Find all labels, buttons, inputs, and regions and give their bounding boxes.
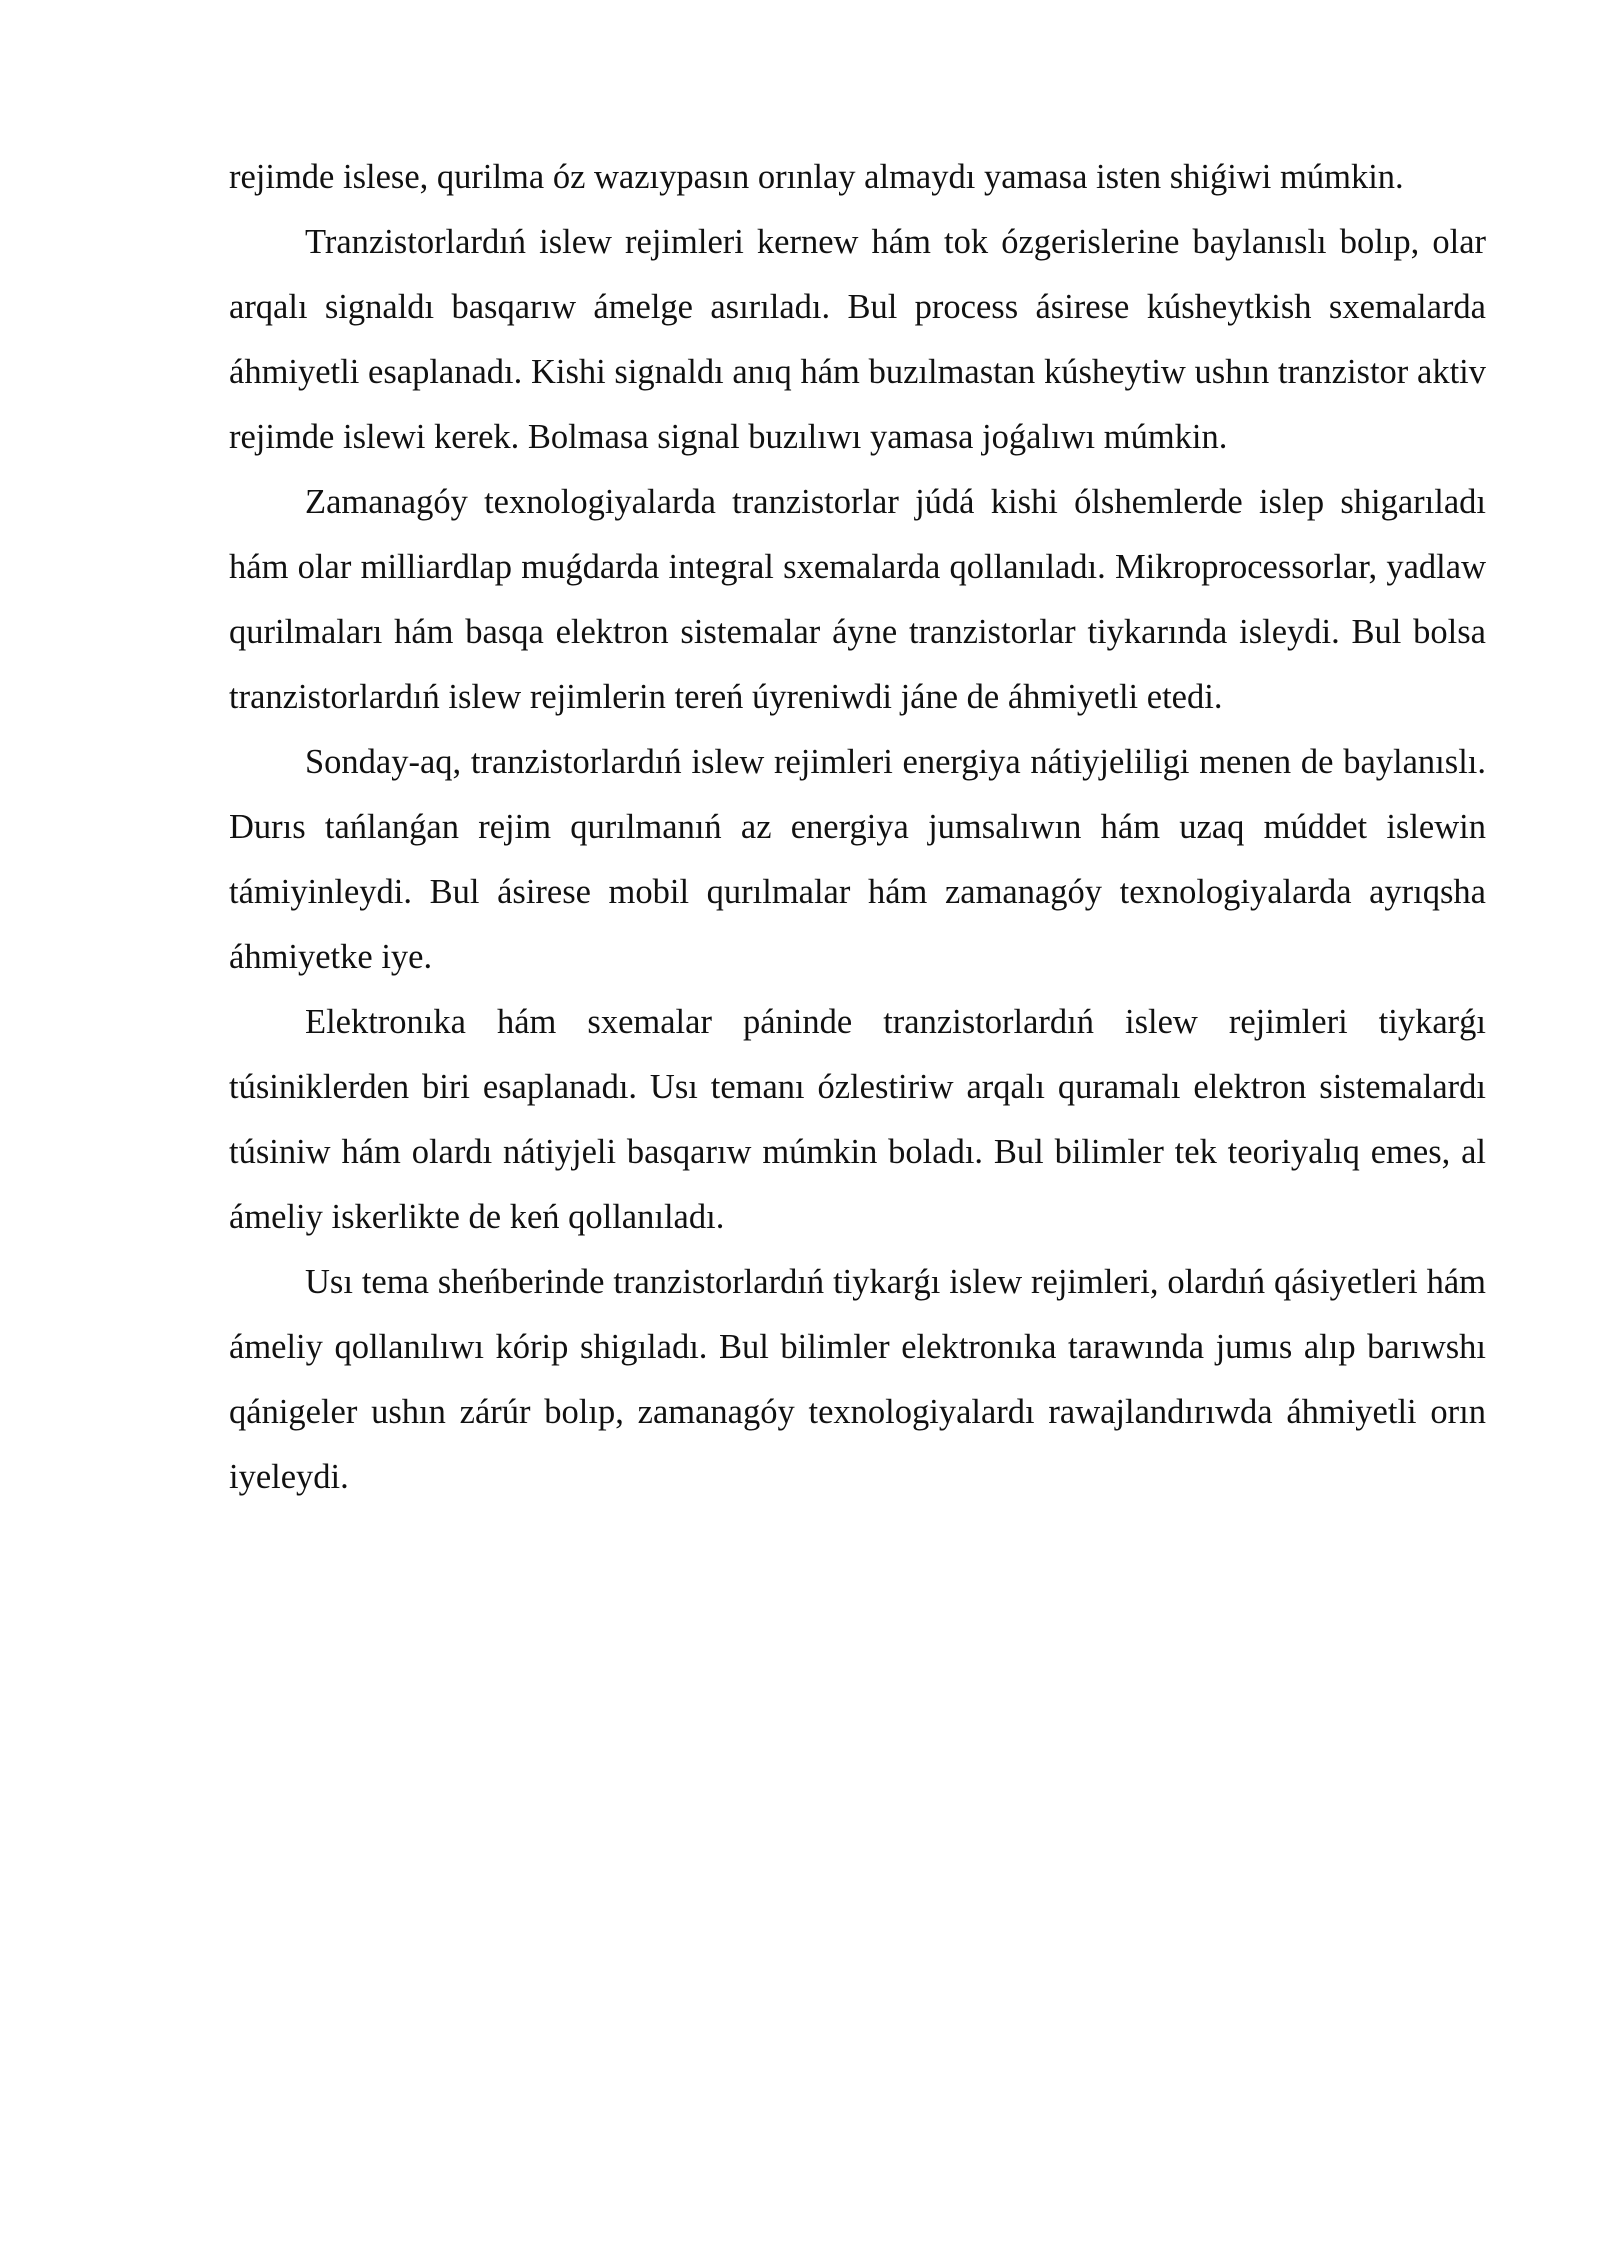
paragraph: Zamanagóy texnologiyalarda tranzistorlar júdá kishi ólshemlerde islep shigarıladı hám olar milliardlap muǵdarda integral sxemalarda qollanıladı. Mikroprocessorlar, yadlaw qurilmaları hám basqa elektron sistemalar áyne tranzistorlar tiykarında isleydi. Bul bolsa tranzistorlardıń islew rejimlerin tereń úyreniwdi jáne de áhmiyetli etedi. [229,483,1486,716]
paragraph-continuation: rejimde islese, qurilma óz wazıypasın orınlay almaydı yamasa isten shiǵiwi múmkin. [229,158,1404,196]
body-text [229,145,1486,1510]
paragraph: Tranzistorlardıń islew rejimleri kernew hám tok ózgerislerine baylanıslı bolıp, olar arqalı signaldı basqarıw ámelge asırıladı. Bul process ásirese kúsheytkish sxemalarda áhmiyetli esaplanadı. Kishi signaldı anıq hám buzılmastan kúsheytiw ushın tranzistor aktiv rejimde islewi kerek. Bolmasa signal buzılıwı yamasa joǵalıwı múmkin. [229,223,1486,456]
paragraph: Sonday-aq, tranzistorlardıń islew rejimleri energiya nátiyjeliligi menen de baylanıslı. Durıs tańlanǵan rejim qurılmanıń az energiya jumsalıwın hám uzaq múddet islewin támiyinleydi. Bul ásirese mobil qurılmalar hám zamanagóy texnologiyalarda ayrıqsha áhmiyetke iye. [229,743,1486,976]
paragraph: Usı tema sheńberinde tranzistorlardıń tiykarǵı islew rejimleri, olardıń qásiyetleri hám ámeliy qollanılıwı kórip shigıladı. Bul bilimler elektronıka tarawında jumıs alıp barıwshı qánigeler ushın zárúr bolıp, zamanagóy texnologiyalardı rawajlandırıwda áhmiyetli orın iyeleydi. [229,1263,1486,1496]
paragraph: Elektronıka hám sxemalar páninde tranzistorlardıń islew rejimleri tiykarǵı túsiniklerden biri esaplanadı. Usı temanı ózlestiriw arqalı quramalı elektron sistemalardı túsiniw hám olardı nátiyjeli basqarıw múmkin boladı. Bul bilimler tek teoriyalıq emes, al ámeliy iskerlikte de keń qollanıladı. [229,1003,1486,1236]
